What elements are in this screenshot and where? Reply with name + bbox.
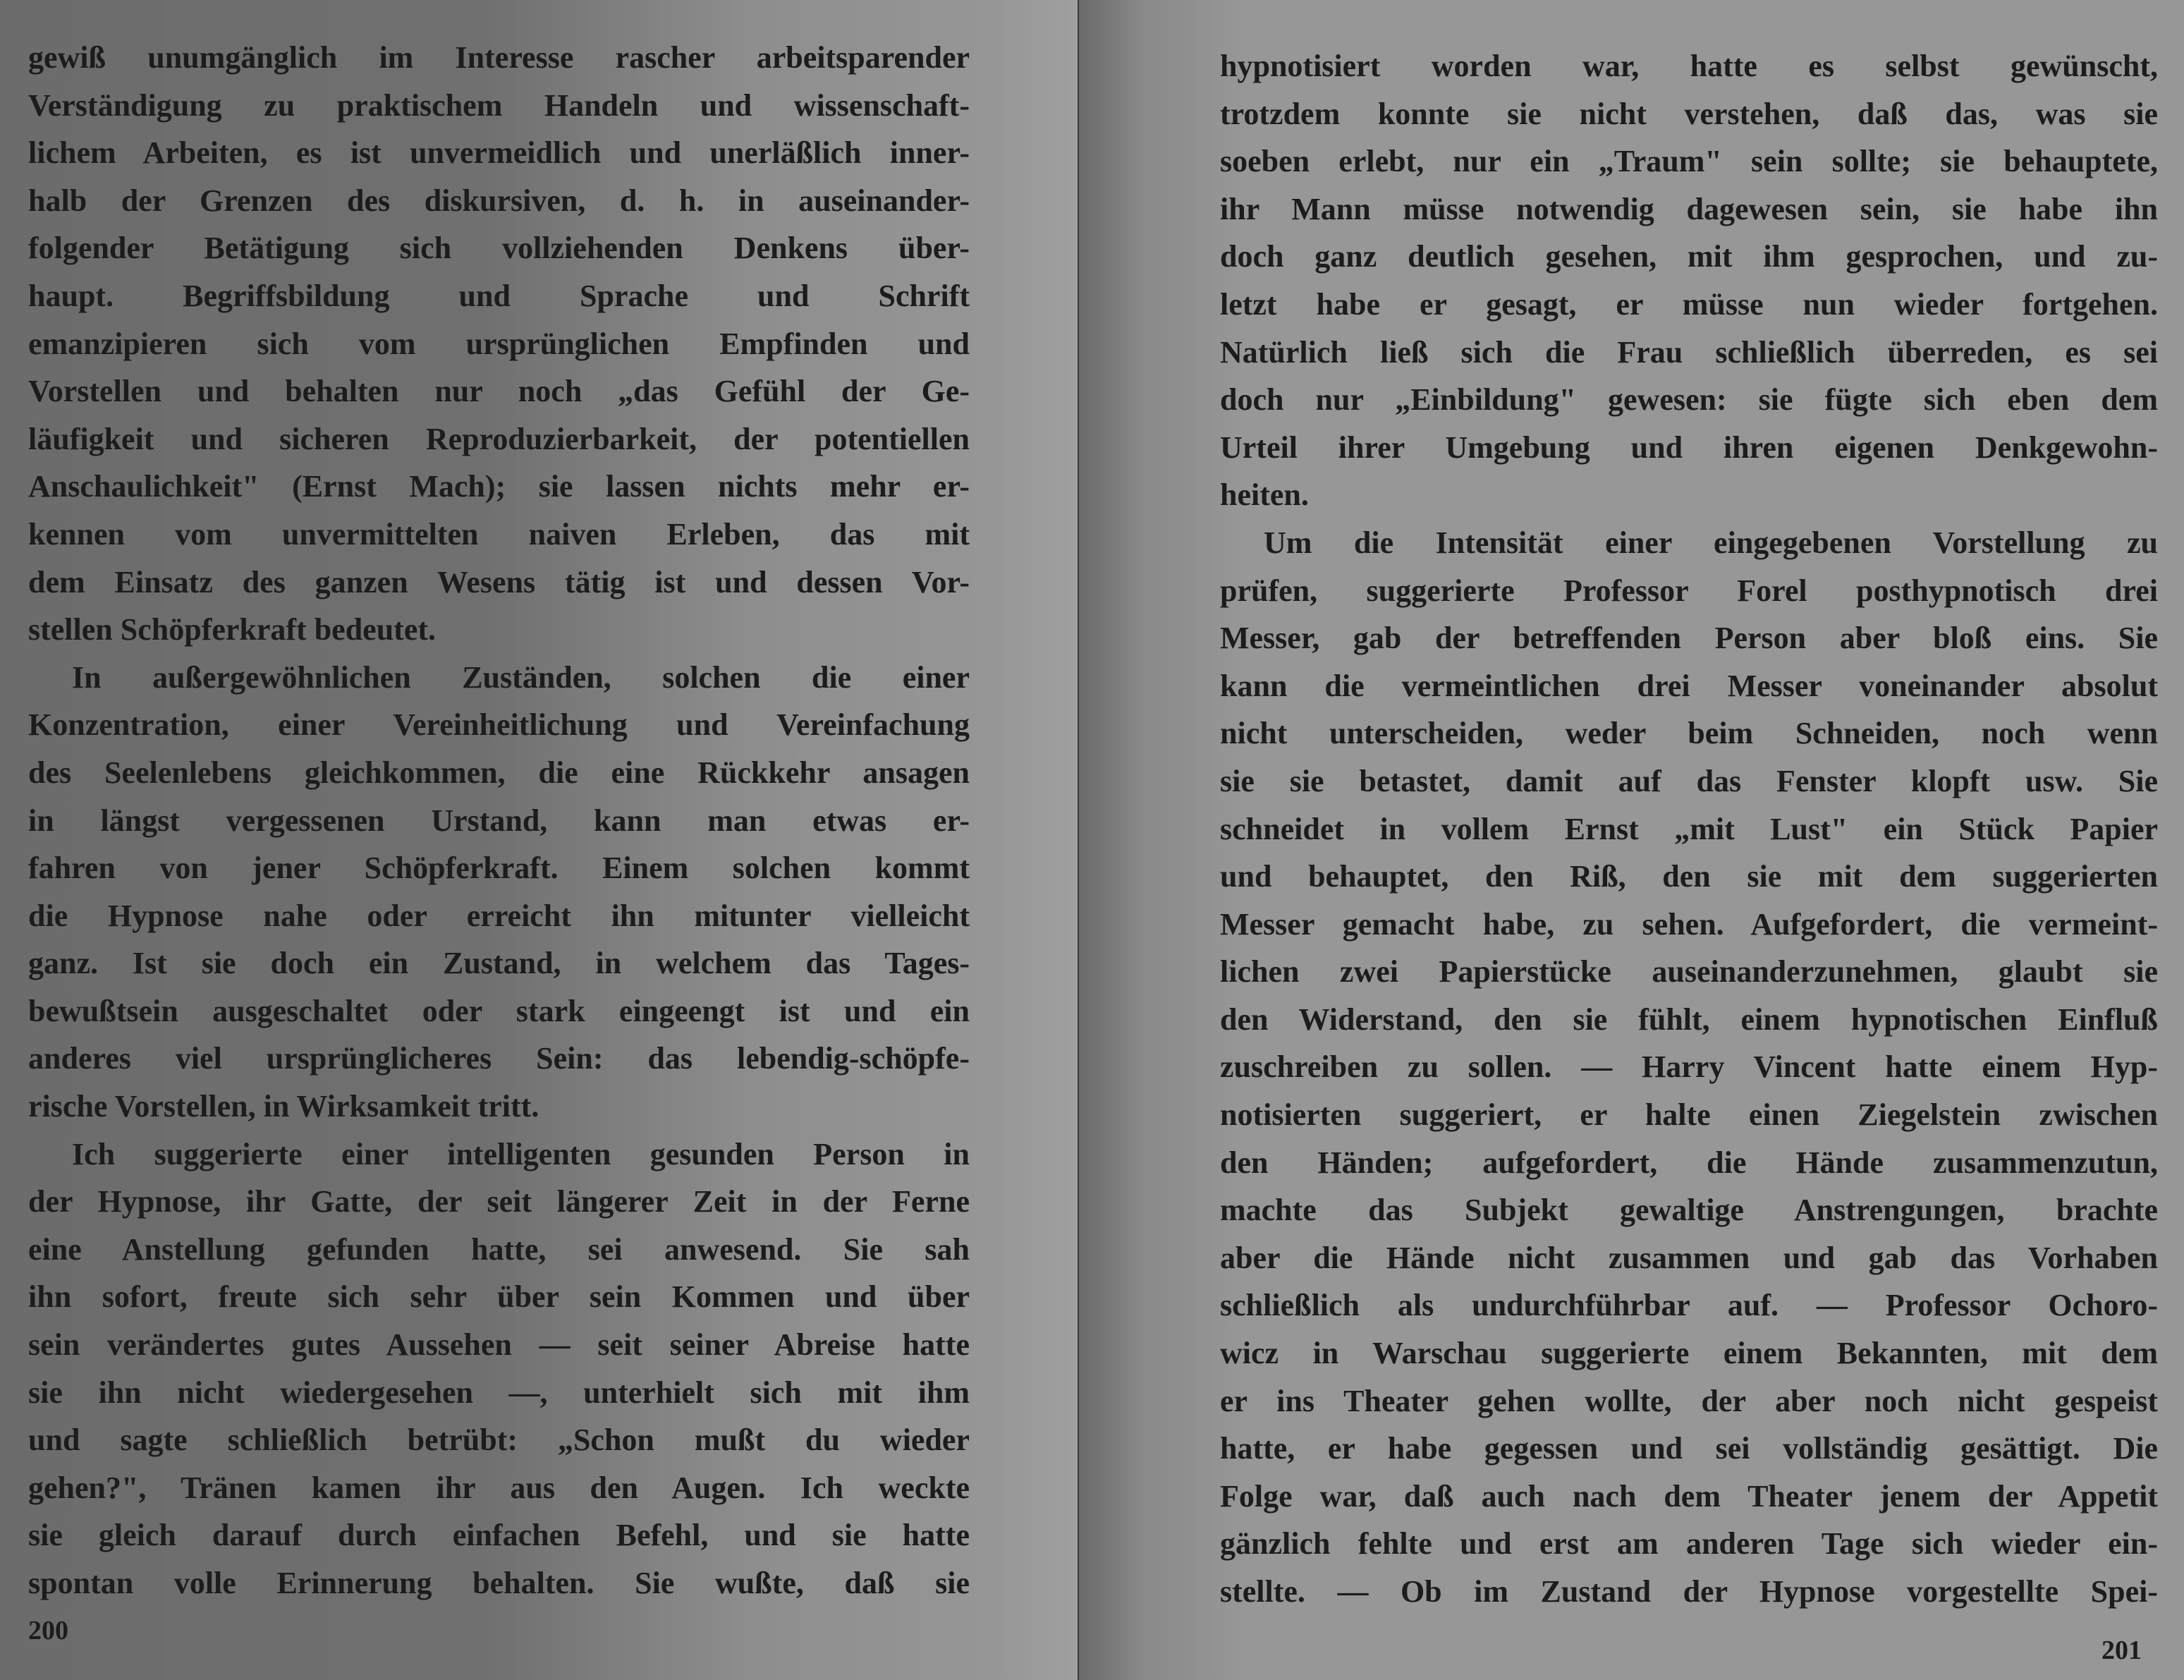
text-line: läufigkeit und sicheren Reproduzierbarkeit, der potentiellen bbox=[28, 421, 970, 456]
text-line: doch ganz deutlich gesehen, mit ihm gesprochen, und zu- bbox=[1220, 239, 2158, 274]
text-line: eine Anstellung gefunden hatte, sei anwesend. Sie sah bbox=[28, 1231, 970, 1267]
text-line: und sagte schließlich betrübt: „Schon mußt du wieder bbox=[28, 1423, 970, 1458]
text-line: in längst vergessenen Urstand, kann man etwas er- bbox=[28, 803, 970, 838]
text-line: kennen vom unvermittelten naiven Erleben, das mit bbox=[28, 516, 970, 552]
text-line: anderes viel ursprünglicheres Sein: das lebendig-schöpfe- bbox=[28, 1041, 970, 1076]
text-line: lichem Arbeiten, es ist unvermeidlich und unerläßlich inner- bbox=[28, 135, 970, 171]
text-line: letzt habe er gesagt, er müsse nun wieder fortgehen. bbox=[1220, 286, 2158, 322]
text-line: bewußtsein ausgeschaltet oder stark eingeengt ist und ein bbox=[28, 993, 970, 1028]
text-line: Messer gemacht habe, zu sehen. Aufgefordert, die vermeint- bbox=[1220, 906, 2158, 942]
text-line: machte das Subjekt gewaltige Anstrengungen, brachte bbox=[1220, 1193, 2158, 1228]
text-line: die Hypnose nahe oder erreicht ihn mitunter vielleicht bbox=[28, 898, 970, 933]
text-line: dem Einsatz des ganzen Wesens tätig ist und dessen Vor- bbox=[28, 564, 970, 599]
text-line: aber die Hände nicht zusammen und gab das Vorhaben bbox=[1220, 1240, 2158, 1275]
text-line: gewiß unumgänglich im Interesse rascher arbeitsparender bbox=[28, 40, 970, 75]
text-line: stellte. — Ob im Zustand der Hypnose vorgestellte Spei- bbox=[1220, 1574, 2158, 1609]
text-line: Konzentration, einer Vereinheitlichung und Vereinfachung bbox=[28, 707, 970, 743]
text-line: Urteil ihrer Umgebung und ihren eigenen Denkgewohn- bbox=[1220, 430, 2158, 465]
text-line: der Hypnose, ihr Gatte, der seit längerer Zeit in der Ferne bbox=[28, 1184, 970, 1219]
text-line: Vorstellen und behalten nur noch „das Gefühl der Ge- bbox=[28, 374, 970, 409]
right-page bbox=[1079, 0, 2184, 1680]
text-line: sie ihn nicht wiedergesehen —, unterhielt sich mit ihm bbox=[28, 1375, 970, 1410]
text-line: Um die Intensität einer eingegebenen Vorstellung zu bbox=[1264, 525, 2158, 560]
text-line: zuschreiben zu sollen. — Harry Vincent hatte einem Hyp- bbox=[1220, 1049, 2158, 1085]
text-line: Folge war, daß auch nach dem Theater jenem der Appetit bbox=[1220, 1478, 2158, 1514]
text-line: Anschaulichkeit" (Ernst Mach); sie lassen nichts mehr er- bbox=[28, 469, 970, 504]
text-line: folgender Betätigung sich vollziehenden Denkens über- bbox=[28, 231, 970, 266]
text-line: prüfen, suggerierte Professor Forel posthypnotisch drei bbox=[1220, 573, 2158, 608]
text-line: Verständigung zu praktischem Handeln und wissenschaft- bbox=[28, 87, 970, 123]
text-line: schließlich als undurchführbar auf. — Professor Ochoro- bbox=[1220, 1288, 2158, 1323]
text-line: notisierten suggeriert, er halte einen Ziegelstein zwischen bbox=[1220, 1097, 2158, 1133]
text-line: schneidet in vollem Ernst „mit Lust" ein Stück Papier bbox=[1220, 811, 2158, 846]
text-line: emanzipieren sich vom ursprünglichen Empfinden und bbox=[28, 326, 970, 361]
page-number-right: 201 bbox=[2101, 1636, 2142, 1665]
text-line: des Seelenlebens gleichkommen, die eine Rückkehr ansagen bbox=[28, 755, 970, 790]
text-line: sein verändertes gutes Aussehen — seit seiner Abreise hatte bbox=[28, 1327, 970, 1363]
text-line: sie sie betastet, damit auf das Fenster klopft usw. Sie bbox=[1220, 763, 2158, 798]
left-page bbox=[0, 0, 1079, 1680]
text-line: ihr Mann müsse notwendig dagewesen sein, sie habe ihn bbox=[1220, 191, 2158, 226]
page-number-left: 200 bbox=[28, 1616, 68, 1645]
text-line: ganz. Ist sie doch ein Zustand, in welchem das Tages- bbox=[28, 946, 970, 981]
text-line: gehen?", Tränen kamen ihr aus den Augen. Ich weckte bbox=[28, 1470, 970, 1505]
text-line: Messer, gab der betreffenden Person aber bloß eins. Sie bbox=[1220, 621, 2158, 656]
text-line: gänzlich fehlte und erst am anderen Tage sich wieder ein- bbox=[1220, 1526, 2158, 1562]
text-line: halb der Grenzen des diskursiven, d. h. in auseinander- bbox=[28, 183, 970, 218]
text-line: den Widerstand, den sie fühlt, einem hypnotischen Einfluß bbox=[1220, 1002, 2158, 1037]
text-line: stellen Schöpferkraft bedeutet. bbox=[28, 612, 437, 647]
text-line: rische Vorstellen, in Wirksamkeit tritt. bbox=[28, 1089, 539, 1124]
text-line: trotzdem konnte sie nicht verstehen, daß das, was sie bbox=[1220, 96, 2158, 131]
text-line: fahren von jener Schöpferkraft. Einem solchen kommt bbox=[28, 851, 970, 886]
text-line: hypnotisiert worden war, hatte es selbst gewünscht, bbox=[1220, 49, 2158, 83]
text-line: Ich suggerierte einer intelligenten gesunden Person in bbox=[72, 1136, 970, 1171]
text-line: den Händen; aufgefordert, die Hände zusammenzutun, bbox=[1220, 1145, 2158, 1180]
text-line: nicht unterscheiden, weder beim Schneiden, noch wenn bbox=[1220, 716, 2158, 751]
text-line: und behauptet, den Riß, den sie mit dem suggerierten bbox=[1220, 859, 2158, 894]
text-line: Natürlich ließ sich die Frau schließlich überreden, es sei bbox=[1220, 334, 2158, 370]
text-line: wicz in Warschau suggerierte einem Bekannten, mit dem bbox=[1220, 1336, 2158, 1371]
text-line: spontan volle Erinnerung behalten. Sie wußte, daß sie bbox=[28, 1566, 970, 1600]
left-page-text bbox=[28, 34, 970, 1607]
text-line: lichen zwei Papierstücke auseinanderzunehmen, glaubt sie bbox=[1220, 954, 2158, 990]
right-page-text bbox=[1220, 42, 2158, 1616]
text-line: heiten. bbox=[1220, 477, 1309, 513]
text-line: haupt. Begriffsbildung und Sprache und Schrift bbox=[28, 278, 970, 313]
text-line: kann die vermeintlichen drei Messer voneinander absolut bbox=[1220, 668, 2158, 703]
text-line: soeben erlebt, nur ein „Traum" sein sollte; sie behauptete, bbox=[1220, 144, 2158, 179]
text-line: sie gleich darauf durch einfachen Befehl, und sie hatte bbox=[28, 1518, 970, 1553]
text-line: hatte, er habe gegessen und sei vollständig gesättigt. Die bbox=[1220, 1431, 2158, 1466]
text-line: ihn sofort, freute sich sehr über sein Kommen und über bbox=[28, 1279, 970, 1315]
text-line: In außergewöhnlichen Zuständen, solchen die einer bbox=[72, 659, 970, 695]
text-line: er ins Theater gehen wollte, der aber noch nicht gespeist bbox=[1220, 1383, 2158, 1418]
text-line: doch nur „Einbildung" gewesen: sie fügte sich eben dem bbox=[1220, 382, 2158, 418]
